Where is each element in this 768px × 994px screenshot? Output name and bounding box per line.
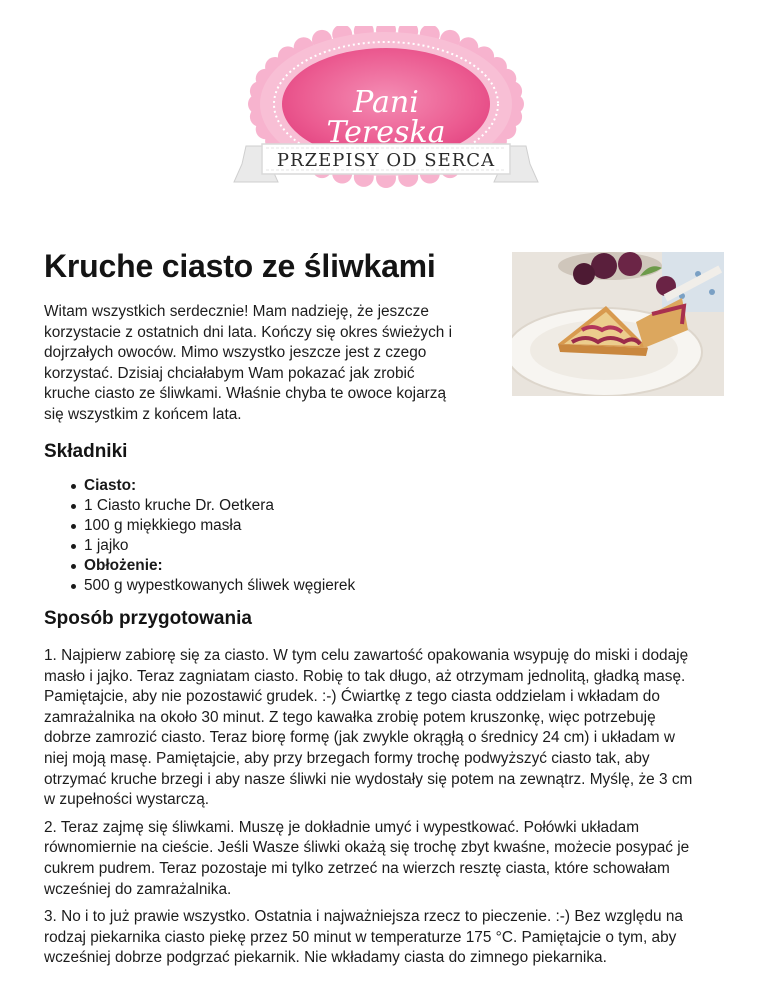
step-line: 2. Teraz zajmę się śliwkami. Muszę je dokładnie umyć i wypestkować. Połówki układam — [44, 818, 640, 836]
logo-line-pani: Pani — [353, 85, 419, 120]
step-line: masło i jajko. Teraz zagniatam ciasto. Robię to tak długo, aż otrzymam jednolitą, gładką masę. — [44, 667, 686, 685]
step-line: otrzymać kruche brzegi i aby nasze śliwki nie wydostały się potem na zewnątrz. Myślę, że 3 cm — [44, 770, 693, 788]
step-line: wcześniej do zamrażalnika. — [44, 880, 232, 898]
recipe-intro — [44, 302, 484, 426]
intro-line: kruche ciasto ze śliwkami. Właśnie chyba te owoce kojarzą — [44, 385, 447, 403]
step-line: w zupełności wystarczą. — [44, 791, 210, 809]
logo-banner-text: PRZEPISY OD SERCA — [276, 150, 496, 171]
method-step-3 — [44, 907, 734, 969]
step-line: zamrażalnika na około 30 minut. Z tego kawałka zrobię potem kruszonkę, więc potrzebuję — [44, 708, 656, 726]
intro-line: Witam wszystkich serdecznie! Mam nadzieję, że jeszcze — [44, 303, 429, 320]
intro-line: korzystać. Dzisiaj chciałabym Wam pokazać jak zrobić — [44, 364, 415, 382]
logo-line-tereska: Tereska — [326, 115, 446, 150]
plum-tart-photo — [512, 252, 724, 396]
method-steps — [44, 646, 734, 976]
pani-tereska-logo — [222, 26, 550, 212]
ingredients-heading: Składniki — [44, 441, 128, 462]
intro-line: się wszystkim z końcem lata. — [44, 405, 242, 423]
step-line: dobrze zamrozić ciasto. Teraz biorę formę (jak zwykle okrągłą o średnicy 24 cm) i układam w — [44, 729, 675, 747]
method-step-1 — [44, 646, 734, 811]
intro-line: korzystacie z ostatnich dni lata. Kończy się okres świeżych i — [44, 323, 453, 341]
step-line: wcześniej dobrze podgrzać piekarnik. Nie wkładamy ciasta do zimnego piekarnika. — [44, 949, 607, 967]
ingredient-item: 1 Ciasto kruche Dr. Oetkera — [44, 496, 355, 516]
step-line: niej moją masę. Pamiętajcie, aby przy brzegach formy trochę podwyższyć ciasto tak, aby — [44, 749, 650, 767]
ingredient-item: 100 g miękkiego masła — [44, 516, 355, 536]
step-line: rodzaj piekarnika ciasto piekę przez 50 minut w temperaturze 175 °C. Pamiętajcie o tym, aby — [44, 928, 677, 946]
step-line: 3. No i to już prawie wszystko. Ostatnia i najważniejsza rzecz to pieczenie. :-) Bez względu na — [44, 908, 683, 926]
logo-graphic — [222, 26, 550, 212]
intro-line: dojrzałych owoców. Mimo wszystko jeszcze jest z czego — [44, 344, 427, 362]
step-line: cukrem pudrem. Teraz pozostaje mi tylko zetrzeć na wierzch resztę ciasta, które schowałam — [44, 859, 670, 877]
ingredient-item: Ciasto: — [44, 476, 355, 496]
recipe-title: Kruche ciasto ze śliwkami — [44, 248, 436, 284]
step-line: równomiernie na cieście. Jeśli Wasze śliwki okażą się trochę zbyt kwaśne, możecie posypać je — [44, 839, 690, 857]
step-line: 1. Najpierw zabiorę się za ciasto. W tym celu zawartość opakowania wsypuję do miski i dodaję — [44, 647, 689, 664]
ingredient-item: Obłożenie: — [44, 556, 355, 576]
method-step-2 — [44, 818, 734, 900]
ingredient-item: 500 g wypestkowanych śliwek węgierek — [44, 576, 355, 596]
step-line: Pamiętajcie, aby nie pozostawić grudek. :-) Ćwiartkę z tego ciasta oddzielam i wkładam do — [44, 688, 660, 706]
ingredients-list — [44, 476, 355, 596]
ingredient-item: 1 jajko — [44, 536, 355, 556]
method-heading: Sposób przygotowania — [44, 608, 252, 629]
plum-tart-illustration — [512, 252, 724, 396]
